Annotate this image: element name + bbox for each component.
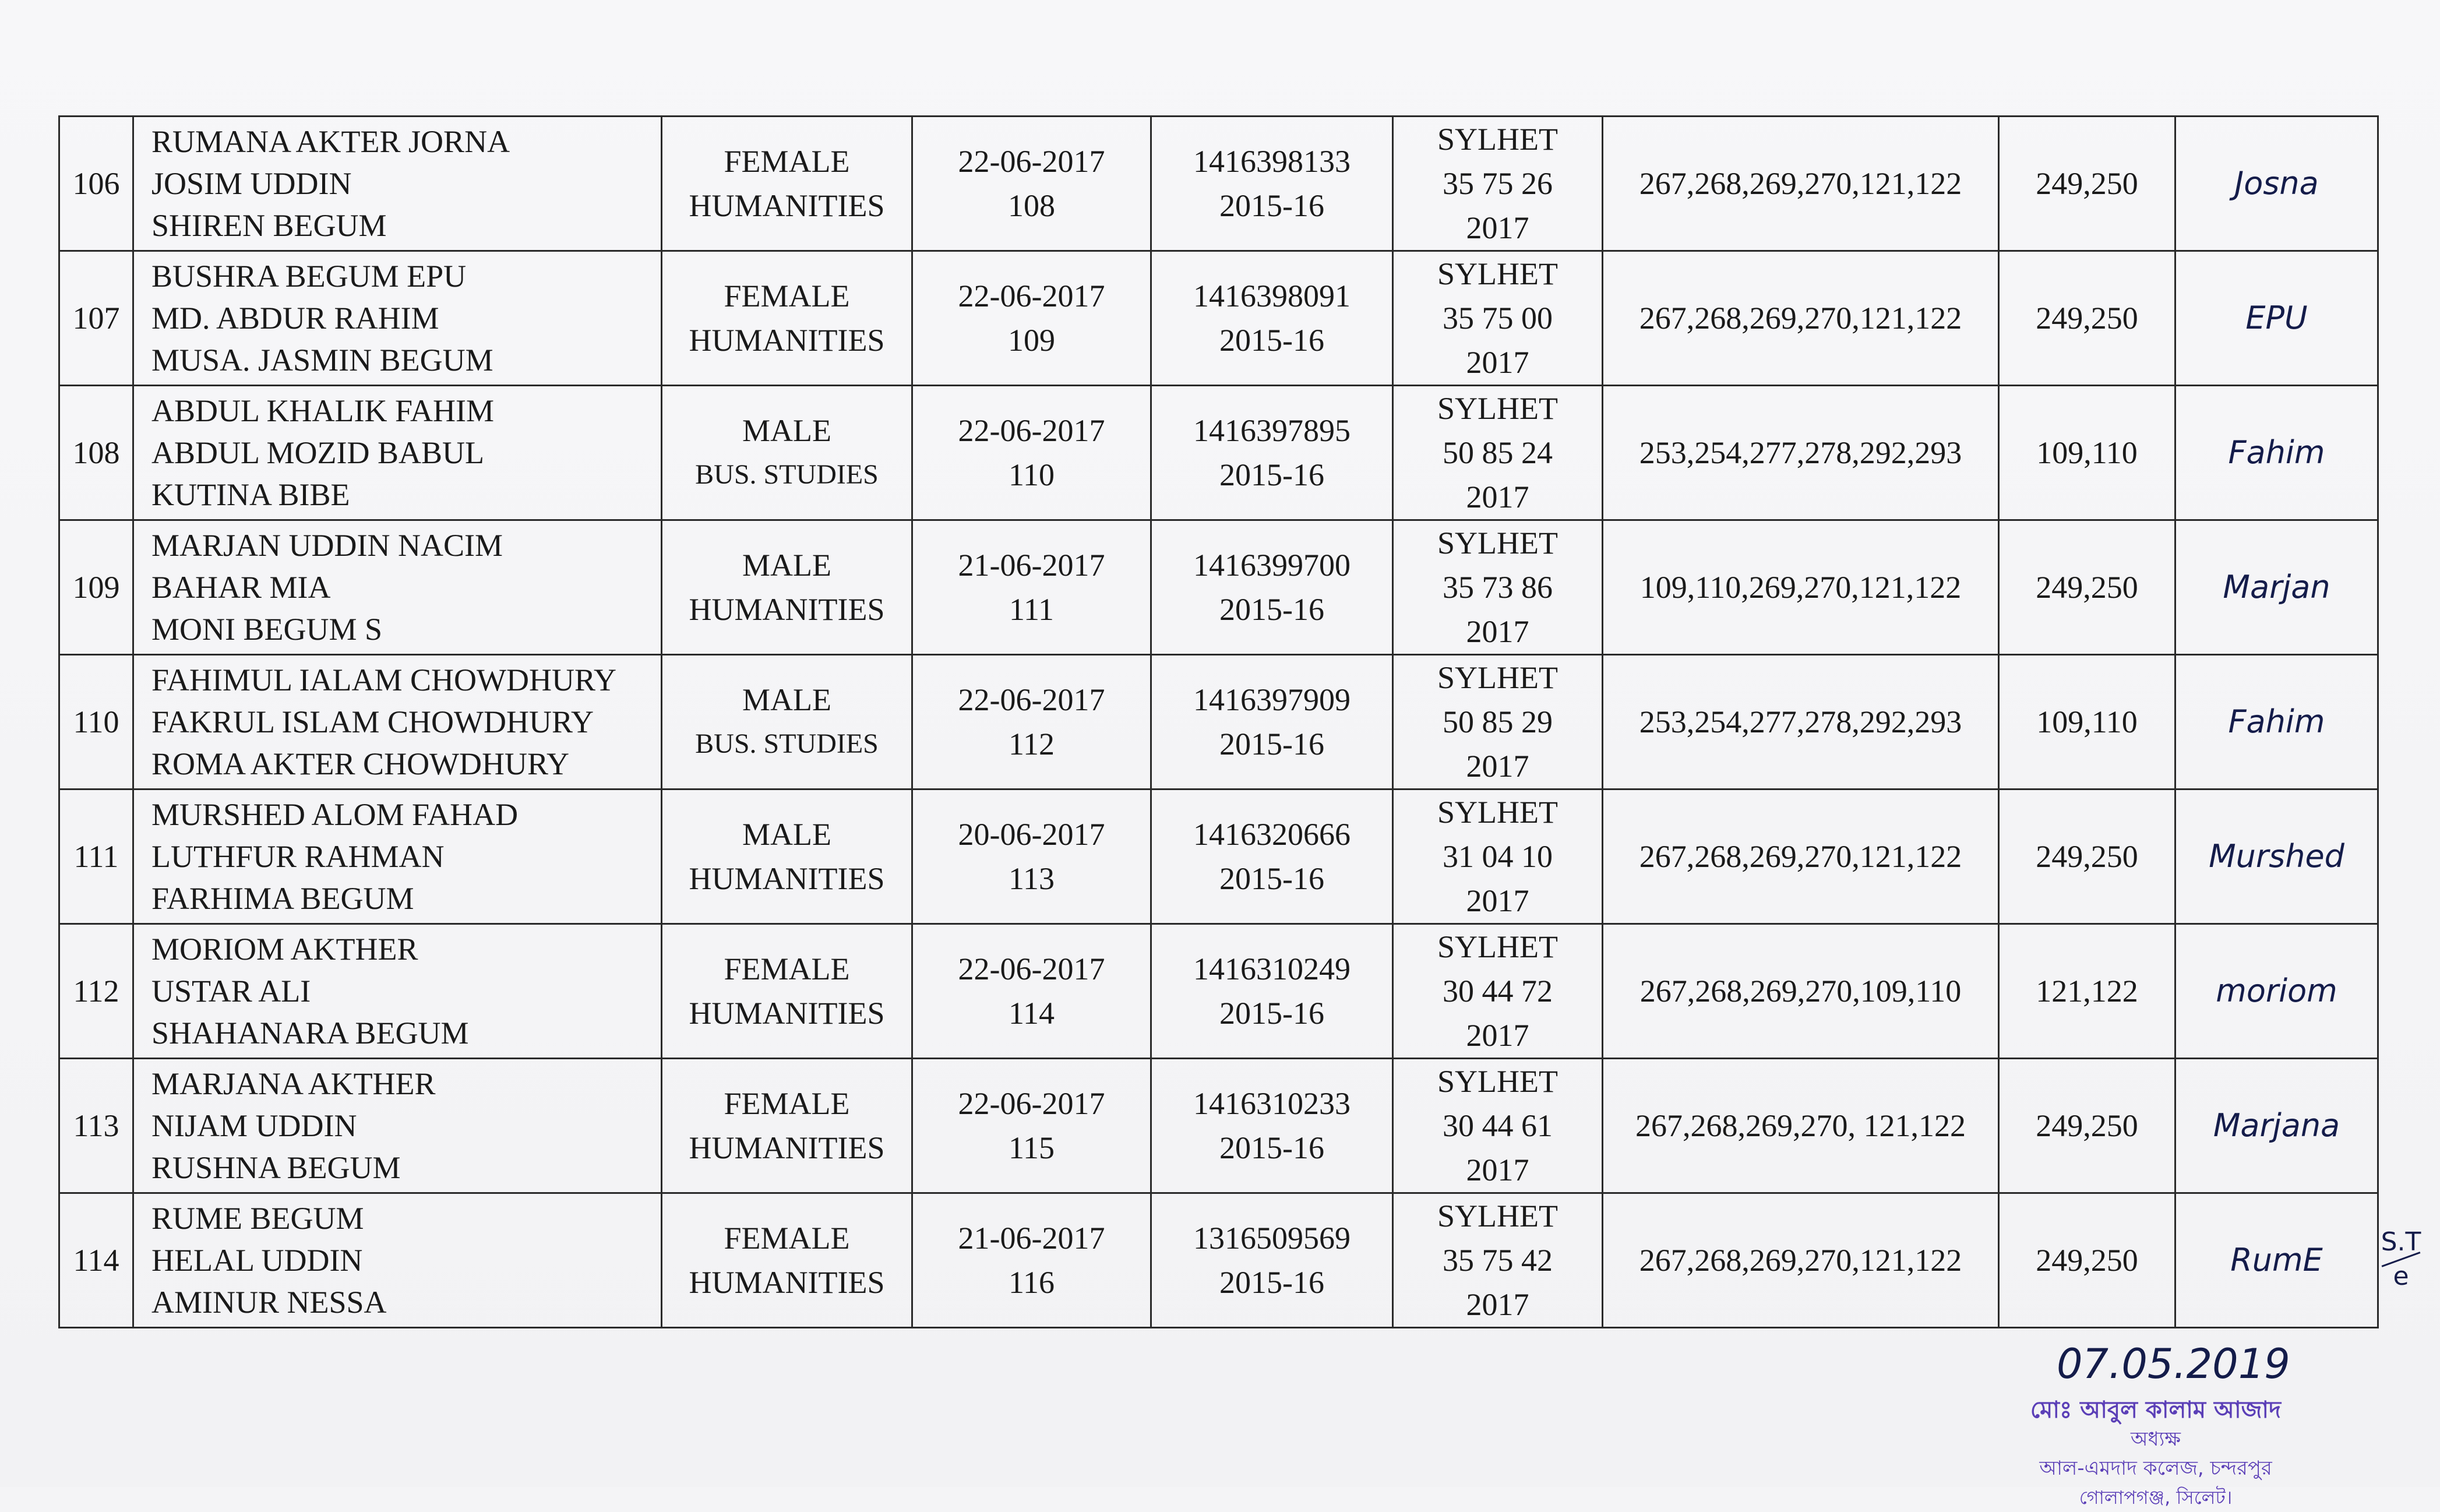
serial-cell: 108 <box>59 386 133 520</box>
gender: FEMALE <box>724 279 850 313</box>
gender: MALE <box>742 817 831 852</box>
subjects-cell: 267,268,269,270,121,122 <box>1603 790 1999 924</box>
registration-cell <box>1151 924 1393 1059</box>
optional-subject-cell: 109,110 <box>1999 655 2175 790</box>
serial-cell: 114 <box>59 1193 133 1328</box>
side-annotation-bottom: e <box>2393 1261 2409 1291</box>
registration-number: 1416398133 <box>1193 144 1351 179</box>
admission-number: 116 <box>1009 1265 1055 1300</box>
signature-cell: Murshed <box>2175 790 2378 924</box>
session: 2015-16 <box>1219 996 1324 1031</box>
student-name: RUMANA AKTER JORNA <box>151 124 510 159</box>
stamp-title: অধ্যক্ষ <box>2131 1428 2181 1451</box>
father-name: FAKRUL ISLAM CHOWDHURY <box>151 704 594 739</box>
names-cell <box>133 924 662 1059</box>
roll: 31 04 10 <box>1443 839 1553 874</box>
signature-cell: RumE <box>2175 1193 2378 1328</box>
board-cell <box>1393 1059 1603 1193</box>
gender-group-cell <box>662 251 912 386</box>
board: SYLHET <box>1437 391 1558 426</box>
serial-cell: 113 <box>59 1059 133 1193</box>
side-annotation <box>2381 1229 2421 1289</box>
roll: 35 73 86 <box>1443 570 1553 605</box>
names-cell <box>133 655 662 790</box>
table-row <box>59 1193 2378 1328</box>
admission-date: 20-06-2017 <box>958 817 1105 852</box>
gender: FEMALE <box>724 144 850 179</box>
board: SYLHET <box>1437 122 1558 157</box>
stamp-name: মোঃ আবুল কালাম আজাদ <box>2030 1397 2282 1423</box>
gender-group-cell <box>662 117 912 251</box>
registration-cell <box>1151 1193 1393 1328</box>
names-cell <box>133 790 662 924</box>
table-row <box>59 655 2378 790</box>
gender-group-cell <box>662 655 912 790</box>
board: SYLHET <box>1437 795 1558 830</box>
gender-group-cell <box>662 1193 912 1328</box>
table-row <box>59 924 2378 1059</box>
exam-year: 2017 <box>1466 1287 1529 1322</box>
session: 2015-16 <box>1219 727 1324 762</box>
gender-group-cell <box>662 924 912 1059</box>
roll: 50 85 29 <box>1443 704 1553 739</box>
gender-group-cell <box>662 1059 912 1193</box>
gender: MALE <box>742 413 831 448</box>
student-name: FAHIMUL IALAM CHOWDHURY <box>151 662 616 697</box>
session: 2015-16 <box>1219 323 1324 358</box>
student-name: ABDUL KHALIK FAHIM <box>151 393 494 428</box>
subjects-cell: 253,254,277,278,292,293 <box>1603 386 1999 520</box>
group: HUMANITIES <box>689 1130 885 1165</box>
admission-number: 110 <box>1009 457 1055 492</box>
session: 2015-16 <box>1219 861 1324 896</box>
admission-date: 21-06-2017 <box>958 1221 1105 1256</box>
session: 2015-16 <box>1219 1130 1324 1165</box>
father-name: HELAL UDDIN <box>151 1243 363 1278</box>
admission-date: 22-06-2017 <box>958 413 1105 448</box>
registration-cell <box>1151 251 1393 386</box>
student-name: MARJAN UDDIN NACIM <box>151 528 503 563</box>
stamp-college: আল-এমদাদ কলেজ, চন্দরপুর <box>2039 1457 2272 1480</box>
admission-date: 22-06-2017 <box>958 279 1105 313</box>
registration-number: 1316509569 <box>1193 1221 1351 1256</box>
side-annotation-top: S.T <box>2381 1227 2421 1257</box>
signature-cell: Josna <box>2175 117 2378 251</box>
roll: 35 75 42 <box>1443 1243 1553 1278</box>
serial-cell: 112 <box>59 924 133 1059</box>
roll: 30 44 61 <box>1443 1108 1553 1143</box>
gender: FEMALE <box>724 951 850 986</box>
date-cell <box>912 520 1151 655</box>
date-cell <box>912 1059 1151 1193</box>
admission-number: 111 <box>1009 592 1054 627</box>
subjects-cell: 267,268,269,270,121,122 <box>1603 1193 1999 1328</box>
exam-year: 2017 <box>1466 883 1529 918</box>
board: SYLHET <box>1437 1064 1558 1099</box>
board-cell <box>1393 520 1603 655</box>
session: 2015-16 <box>1219 592 1324 627</box>
registration-number: 1416398091 <box>1193 279 1351 313</box>
mother-name: SHAHANARA BEGUM <box>151 1016 469 1051</box>
date-cell <box>912 117 1151 251</box>
group: BUS. STUDIES <box>695 728 879 759</box>
gender: FEMALE <box>724 1221 850 1256</box>
group: BUS. STUDIES <box>695 459 879 490</box>
registration-number: 1416310249 <box>1193 951 1351 986</box>
registration-number: 1416320666 <box>1193 817 1351 852</box>
group: HUMANITIES <box>689 996 885 1031</box>
mother-name: SHIREN BEGUM <box>151 208 387 243</box>
signature-cell: Fahim <box>2175 386 2378 520</box>
subjects-cell: 267,268,269,270,109,110 <box>1603 924 1999 1059</box>
stamp-location: গোলাপগঞ্জ, সিলেট। <box>2079 1486 2233 1509</box>
admission-date: 22-06-2017 <box>958 1086 1105 1121</box>
optional-subject-cell: 249,250 <box>1999 1059 2175 1193</box>
registration-cell <box>1151 386 1393 520</box>
date-cell <box>912 1193 1151 1328</box>
group: HUMANITIES <box>689 323 885 358</box>
table-row <box>59 1059 2378 1193</box>
group: HUMANITIES <box>689 188 885 223</box>
admission-number: 113 <box>1009 861 1055 896</box>
registration-cell <box>1151 655 1393 790</box>
board: SYLHET <box>1437 526 1558 561</box>
table-row <box>59 117 2378 251</box>
registration-cell <box>1151 1059 1393 1193</box>
date-cell <box>912 655 1151 790</box>
serial-cell: 109 <box>59 520 133 655</box>
names-cell <box>133 1059 662 1193</box>
father-name: LUTHFUR RAHMAN <box>151 839 445 874</box>
date-cell <box>912 386 1151 520</box>
father-name: JOSIM UDDIN <box>151 166 352 201</box>
serial-cell: 107 <box>59 251 133 386</box>
mother-name: MUSA. JASMIN BEGUM <box>151 343 493 378</box>
group: HUMANITIES <box>689 861 885 896</box>
board-cell <box>1393 924 1603 1059</box>
optional-subject-cell: 109,110 <box>1999 386 2175 520</box>
registration-number: 1416397895 <box>1193 413 1351 448</box>
exam-year: 2017 <box>1466 210 1529 245</box>
table-row <box>59 790 2378 924</box>
table-row <box>59 251 2378 386</box>
board-cell <box>1393 1193 1603 1328</box>
board-cell <box>1393 790 1603 924</box>
student-name: BUSHRA BEGUM EPU <box>151 259 467 294</box>
session: 2015-16 <box>1219 1265 1324 1300</box>
mother-name: AMINUR NESSA <box>151 1285 387 1320</box>
serial-cell: 110 <box>59 655 133 790</box>
exam-year: 2017 <box>1466 1152 1529 1187</box>
exam-year: 2017 <box>1466 749 1529 784</box>
exam-year: 2017 <box>1466 1018 1529 1053</box>
mother-name: RUSHNA BEGUM <box>151 1150 401 1185</box>
registration-cell <box>1151 520 1393 655</box>
principal-signature: 07.05.2019 <box>2057 1340 2290 1388</box>
names-cell <box>133 386 662 520</box>
registration-number: 1416399700 <box>1193 548 1351 583</box>
roll: 35 75 00 <box>1443 301 1553 336</box>
registration-cell <box>1151 790 1393 924</box>
roll: 50 85 24 <box>1443 435 1553 470</box>
optional-subject-cell: 121,122 <box>1999 924 2175 1059</box>
session: 2015-16 <box>1219 457 1324 492</box>
father-name: MD. ABDUR RAHIM <box>151 301 439 336</box>
subjects-cell: 109,110,269,270,121,122 <box>1603 520 1999 655</box>
optional-subject-cell: 249,250 <box>1999 251 2175 386</box>
mother-name: ROMA AKTER CHOWDHURY <box>151 746 570 781</box>
signature-cell: Fahim <box>2175 655 2378 790</box>
admission-date: 22-06-2017 <box>958 682 1105 717</box>
registration-cell <box>1151 117 1393 251</box>
student-name: MARJANA AKTHER <box>151 1066 436 1101</box>
optional-subject-cell: 249,250 <box>1999 790 2175 924</box>
board-cell <box>1393 655 1603 790</box>
admission-number: 115 <box>1009 1130 1055 1165</box>
subjects-cell: 267,268,269,270, 121,122 <box>1603 1059 1999 1193</box>
board: SYLHET <box>1437 1199 1558 1233</box>
student-name: RUME BEGUM <box>151 1201 364 1236</box>
mother-name: KUTINA BIBE <box>151 477 350 512</box>
board-cell <box>1393 386 1603 520</box>
subjects-cell: 267,268,269,270,121,122 <box>1603 117 1999 251</box>
board: SYLHET <box>1437 660 1558 695</box>
serial-cell: 106 <box>59 117 133 251</box>
admission-number: 114 <box>1009 996 1055 1031</box>
exam-year: 2017 <box>1466 345 1529 380</box>
optional-subject-cell: 249,250 <box>1999 1193 2175 1328</box>
exam-year: 2017 <box>1466 480 1529 514</box>
names-cell <box>133 117 662 251</box>
principal-stamp <box>2004 1395 2307 1512</box>
student-records-table <box>58 115 2379 1328</box>
gender: MALE <box>742 682 831 717</box>
father-name: USTAR ALI <box>151 974 311 1009</box>
table-body <box>59 117 2378 1328</box>
gender: FEMALE <box>724 1086 850 1121</box>
serial-cell: 111 <box>59 790 133 924</box>
mother-name: FARHIMA BEGUM <box>151 881 414 916</box>
group: HUMANITIES <box>689 1265 885 1300</box>
registration-number: 1416397909 <box>1193 682 1351 717</box>
admission-date: 21-06-2017 <box>958 548 1105 583</box>
admission-number: 109 <box>1008 323 1055 358</box>
signature-cell: Marjana <box>2175 1059 2378 1193</box>
gender: MALE <box>742 548 831 583</box>
names-cell <box>133 1193 662 1328</box>
mother-name: MONI BEGUM S <box>151 612 383 647</box>
optional-subject-cell: 249,250 <box>1999 117 2175 251</box>
date-cell <box>912 924 1151 1059</box>
admission-date: 22-06-2017 <box>958 951 1105 986</box>
father-name: NIJAM UDDIN <box>151 1108 357 1143</box>
board-cell <box>1393 251 1603 386</box>
signature-cell: Marjan <box>2175 520 2378 655</box>
group: HUMANITIES <box>689 592 885 627</box>
admission-number: 108 <box>1008 188 1055 223</box>
table-row <box>59 386 2378 520</box>
subjects-cell: 253,254,277,278,292,293 <box>1603 655 1999 790</box>
gender-group-cell <box>662 386 912 520</box>
date-cell <box>912 790 1151 924</box>
registration-number: 1416310233 <box>1193 1086 1351 1121</box>
board-cell <box>1393 117 1603 251</box>
subjects-cell: 267,268,269,270,121,122 <box>1603 251 1999 386</box>
board: SYLHET <box>1437 256 1558 291</box>
admission-number: 112 <box>1009 727 1055 762</box>
signature-cell: EPU <box>2175 251 2378 386</box>
roll: 30 44 72 <box>1443 974 1553 1009</box>
board: SYLHET <box>1437 929 1558 964</box>
optional-subject-cell: 249,250 <box>1999 520 2175 655</box>
signature-cell: moriom <box>2175 924 2378 1059</box>
names-cell <box>133 251 662 386</box>
student-name: MURSHED ALOM FAHAD <box>151 797 519 832</box>
gender-group-cell <box>662 790 912 924</box>
date-cell <box>912 251 1151 386</box>
father-name: BAHAR MIA <box>151 570 331 605</box>
names-cell <box>133 520 662 655</box>
admission-date: 22-06-2017 <box>958 144 1105 179</box>
father-name: ABDUL MOZID BABUL <box>151 435 484 470</box>
session: 2015-16 <box>1219 188 1324 223</box>
roll: 35 75 26 <box>1443 166 1553 201</box>
student-name: MORIOM AKTHER <box>151 932 418 967</box>
exam-year: 2017 <box>1466 614 1529 649</box>
gender-group-cell <box>662 520 912 655</box>
table-row <box>59 520 2378 655</box>
